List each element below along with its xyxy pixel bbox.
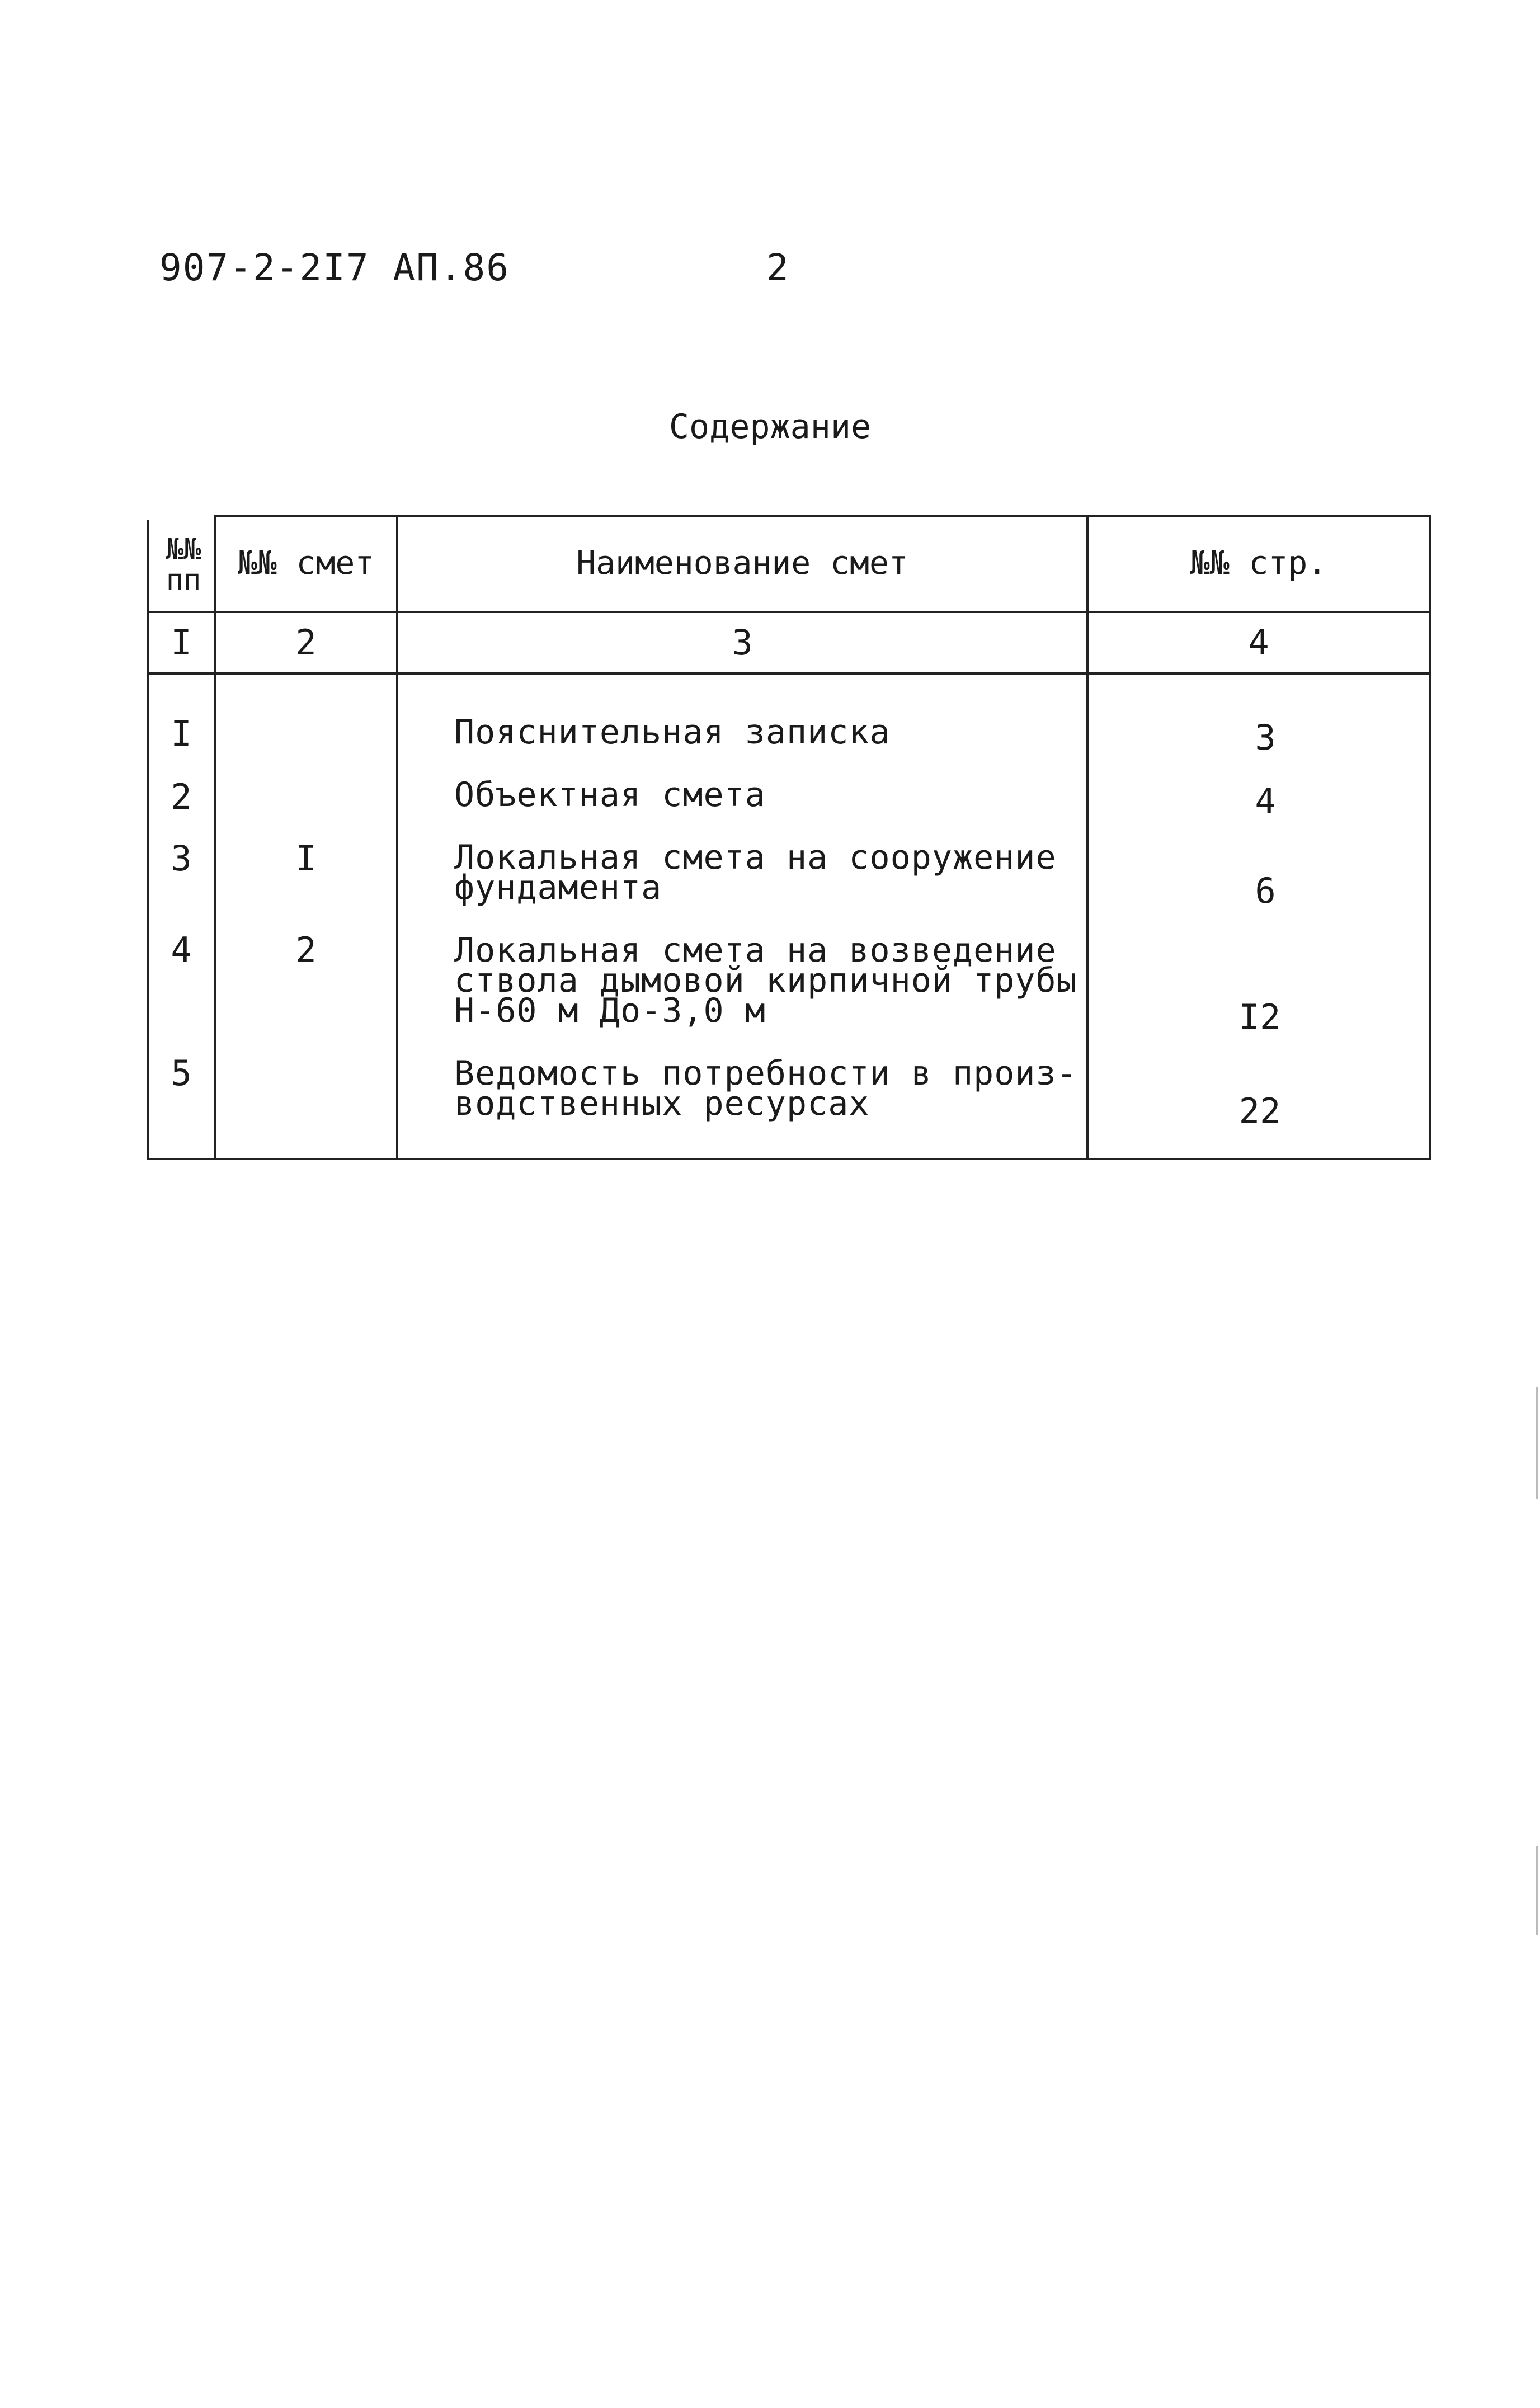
header-col-smeta: №№ смет xyxy=(237,543,375,582)
row-5-page: 22 xyxy=(1238,1091,1281,1132)
col-number-1: I xyxy=(171,622,192,663)
col-number-3: 3 xyxy=(732,622,753,663)
row-1-page: 3 xyxy=(1255,717,1276,758)
row-3-page: 6 xyxy=(1255,870,1276,911)
page-title: Содержание xyxy=(668,407,872,446)
table-right-border xyxy=(1429,515,1431,1158)
row-2-name: Объектная смета xyxy=(454,775,766,814)
row-3-pp: 3 xyxy=(171,838,192,879)
col-divider-2 xyxy=(396,515,398,1158)
page-number: 2 xyxy=(766,246,789,289)
scan-edge-mark xyxy=(1536,1387,1538,1499)
row-3-name: Локальная смета на сооружение фундамента xyxy=(454,838,1057,907)
row-4-name: Локальная смета на возведение ствола дымовой кирпичной трубы Н-60 м До-3,0 м xyxy=(454,931,1077,1030)
header-col-page: №№ стр. xyxy=(1190,543,1327,582)
col-number-2: 2 xyxy=(295,622,317,663)
row-2-page: 4 xyxy=(1255,781,1276,822)
numbers-bottom-border xyxy=(147,672,1431,675)
col-number-4: 4 xyxy=(1248,622,1269,663)
scan-edge-mark xyxy=(1536,1846,1538,1935)
row-4-page: I2 xyxy=(1238,997,1281,1038)
row-5-name: Ведомость потребности в произ- водственных ресурсах xyxy=(454,1054,1077,1123)
page-code: 907-2-2I7 АП.86 xyxy=(159,246,510,289)
row-3-smeta: I xyxy=(295,838,317,879)
contents-table xyxy=(147,515,1431,1152)
row-2-pp: 2 xyxy=(171,776,192,817)
row-5-pp: 5 xyxy=(171,1053,192,1094)
row-4-pp: 4 xyxy=(171,930,192,970)
table-bottom-border xyxy=(147,1158,1431,1160)
row-4-smeta: 2 xyxy=(295,930,317,970)
header-col-name: Наименование смет xyxy=(576,543,908,582)
row-1-name: Пояснительная записка xyxy=(454,713,891,752)
col-divider-3 xyxy=(1086,515,1089,1158)
row-1-pp: I xyxy=(171,713,192,754)
col-divider-1 xyxy=(214,515,216,1158)
header-col-pp: №№ пп xyxy=(166,533,201,597)
